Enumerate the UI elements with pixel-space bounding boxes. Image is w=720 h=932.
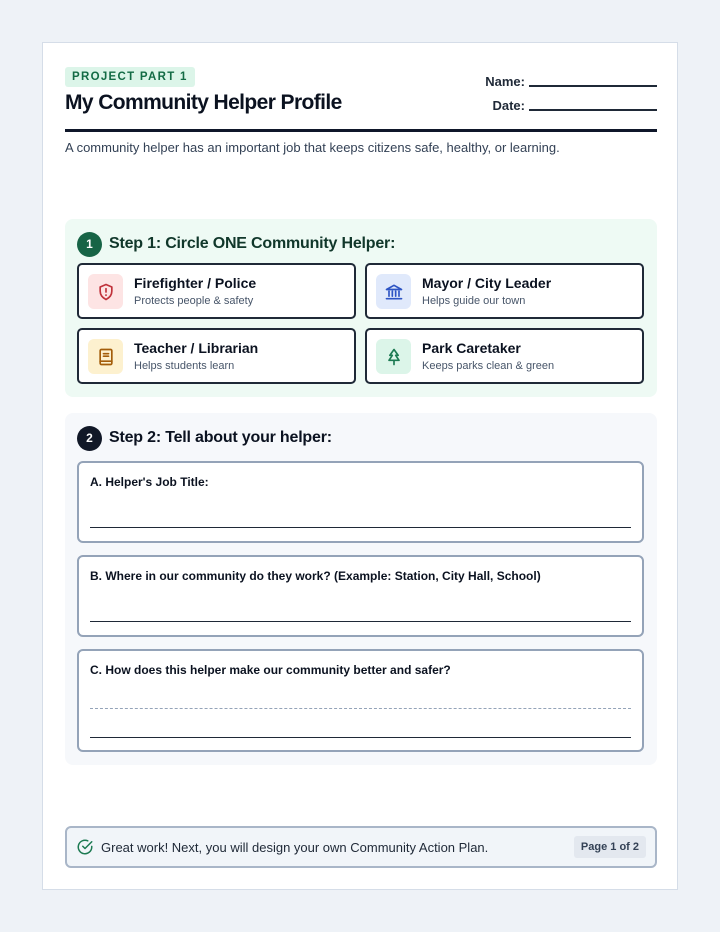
intro-text: A community helper has an important job that keeps citizens safe, healthy, or learning.: [65, 140, 560, 155]
step1-number: 1: [77, 232, 102, 257]
name-line[interactable]: [529, 85, 657, 87]
footer-banner: [65, 826, 657, 868]
answer-line[interactable]: [90, 621, 631, 622]
option-subtitle: Keeps parks clean & green: [422, 360, 555, 372]
step2-heading: [77, 425, 332, 451]
page-title: My Community Helper Profile: [65, 91, 342, 114]
question-workplace: [77, 555, 644, 637]
name-label: Name:: [485, 74, 525, 89]
option-title: Park Caretaker: [422, 340, 521, 356]
helper-option-firefighter[interactable]: [77, 263, 356, 319]
question-label: B. Where in our community do they work? (Example: Station, City Hall, School): [90, 569, 541, 583]
option-subtitle: Helps students learn: [134, 360, 235, 372]
book-icon: [88, 339, 123, 374]
helper-option-teacher[interactable]: [77, 328, 356, 384]
step1-section: [65, 219, 657, 397]
step1-heading: [77, 231, 395, 257]
question-job-title: [77, 461, 644, 543]
step2-number: 2: [77, 426, 102, 451]
footer-message: Great work! Next, you will design your own Community Action Plan.: [101, 840, 489, 855]
question-label: A. Helper's Job Title:: [90, 475, 209, 489]
city-hall-icon: [376, 274, 411, 309]
option-title: Firefighter / Police: [134, 275, 257, 291]
answer-line[interactable]: [90, 737, 631, 738]
step2-section: [65, 413, 657, 765]
helper-option-mayor[interactable]: [365, 263, 644, 319]
date-field[interactable]: [492, 95, 657, 113]
check-circle-icon: [76, 838, 94, 856]
answer-line[interactable]: [90, 527, 631, 528]
tree-icon: [376, 339, 411, 374]
option-title: Mayor / City Leader: [422, 275, 552, 291]
page-number: Page 1 of 2: [574, 836, 646, 858]
option-subtitle: Helps guide our town: [422, 295, 526, 307]
question-community-impact: [77, 649, 644, 752]
option-title: Teacher / Librarian: [134, 340, 259, 356]
step2-title: Step 2: Tell about your helper:: [109, 429, 332, 446]
option-subtitle: Protects people & safety: [134, 295, 254, 307]
name-field[interactable]: [485, 71, 657, 89]
shield-icon: [88, 274, 123, 309]
question-label: C. How does this helper make our community better and safer?: [90, 663, 451, 677]
step1-title: Step 1: Circle ONE Community Helper:: [109, 235, 396, 252]
answer-guide-line: [90, 708, 631, 709]
date-line[interactable]: [529, 109, 657, 111]
helper-option-park[interactable]: [365, 328, 644, 384]
date-label: Date:: [492, 98, 525, 113]
project-part-tag: PROJECT PART 1: [65, 67, 195, 87]
header-divider: [65, 129, 657, 132]
worksheet-page: [42, 42, 678, 890]
